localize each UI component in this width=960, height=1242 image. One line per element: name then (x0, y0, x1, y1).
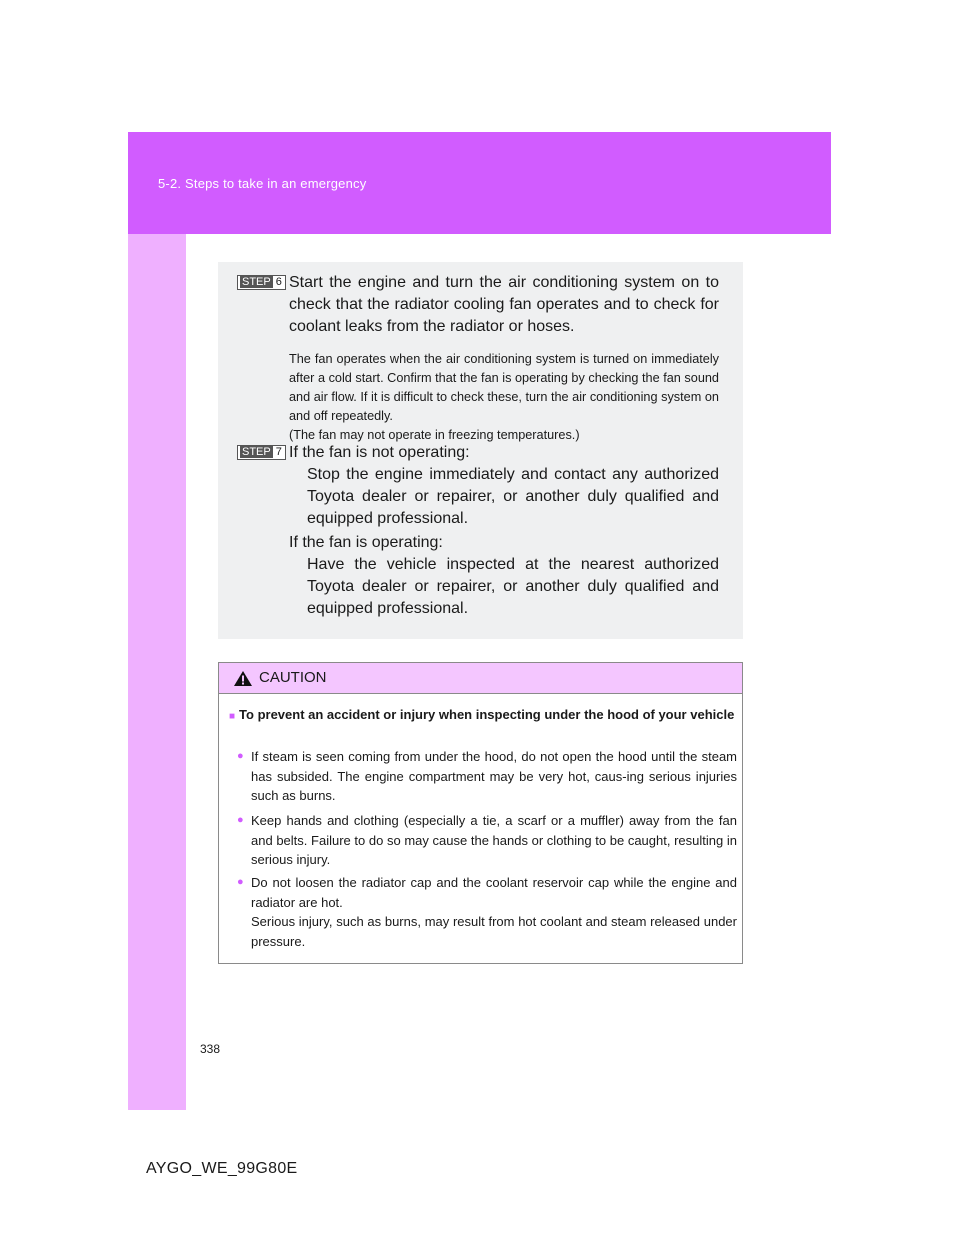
caution-header (219, 663, 742, 694)
warning-triangle-icon (233, 670, 253, 687)
step-6-badge: STEP 6 (237, 275, 286, 290)
caution-title: CAUTION (259, 669, 327, 686)
caution-item (237, 747, 737, 806)
round-bullet-icon: ● (237, 750, 244, 762)
step-7-cond-1: If the fan is not operating: (289, 444, 470, 461)
step-6-main: Start the engine and turn the air conditioning system on to check that the radiator cooling fan operates and to check for coolant leaks from the radiator or hoses. (289, 274, 719, 335)
caution-box (218, 662, 743, 964)
step-7-action-2: Have the vehicle inspected at the nearest authorized Toyota dealer or repairer, or another duly qualified and equipped professional. (307, 556, 719, 617)
step-7-action-1: Stop the engine immediately and contact any authorized Toyota dealer or repairer, or another duly qualified and equipped professional. (307, 466, 719, 527)
step-6-note: The fan operates when the air conditioning system is turned on immediately after a cold start. Confirm that the fan is operating by checking the fan sound and air flow. If it is difficult to check these, turn the air conditioning system on and off repeatedly. (289, 352, 719, 423)
round-bullet-icon: ● (237, 814, 244, 826)
round-bullet-icon: ● (237, 876, 244, 888)
step-6-note2: (The fan may not operate in freezing temperatures.) (289, 428, 580, 442)
step-7-badge: STEP 7 (237, 445, 286, 460)
caution-heading (229, 705, 737, 726)
caution-item-text: Keep hands and clothing (especially a tie, a scarf or a muffler) away from the fan and belts. Failure to do so may cause the hands or clothing to be caught, resulting in serious injury. (251, 813, 737, 867)
square-bullet-icon: ■ (229, 711, 236, 722)
section-title: 5-2. Steps to take in an emergency (158, 176, 367, 191)
caution-heading-text: To prevent an accident or injury when inspecting under the hood of your vehicle (239, 707, 735, 722)
side-strip (128, 234, 186, 1110)
caution-item-text: If steam is seen coming from under the hood, do not open the hood until the steam has subsided. The engine compartment may be very hot, caus-ing serious injuries such as burns. (251, 749, 737, 803)
caution-item (237, 873, 737, 951)
step-7 (237, 442, 719, 620)
caution-item (237, 811, 737, 870)
page-number: 338 (200, 1042, 221, 1056)
step-7-cond-2: If the fan is operating: (289, 534, 443, 551)
document-code: AYGO_WE_99G80E (146, 1160, 298, 1177)
caution-item-text: Do not loosen the radiator cap and the coolant reservoir cap while the engine and radiator are hot. (251, 875, 737, 910)
step-6 (237, 272, 719, 445)
caution-item-extra: Serious injury, such as burns, may result from hot coolant and steam released under pressure. (251, 914, 737, 949)
